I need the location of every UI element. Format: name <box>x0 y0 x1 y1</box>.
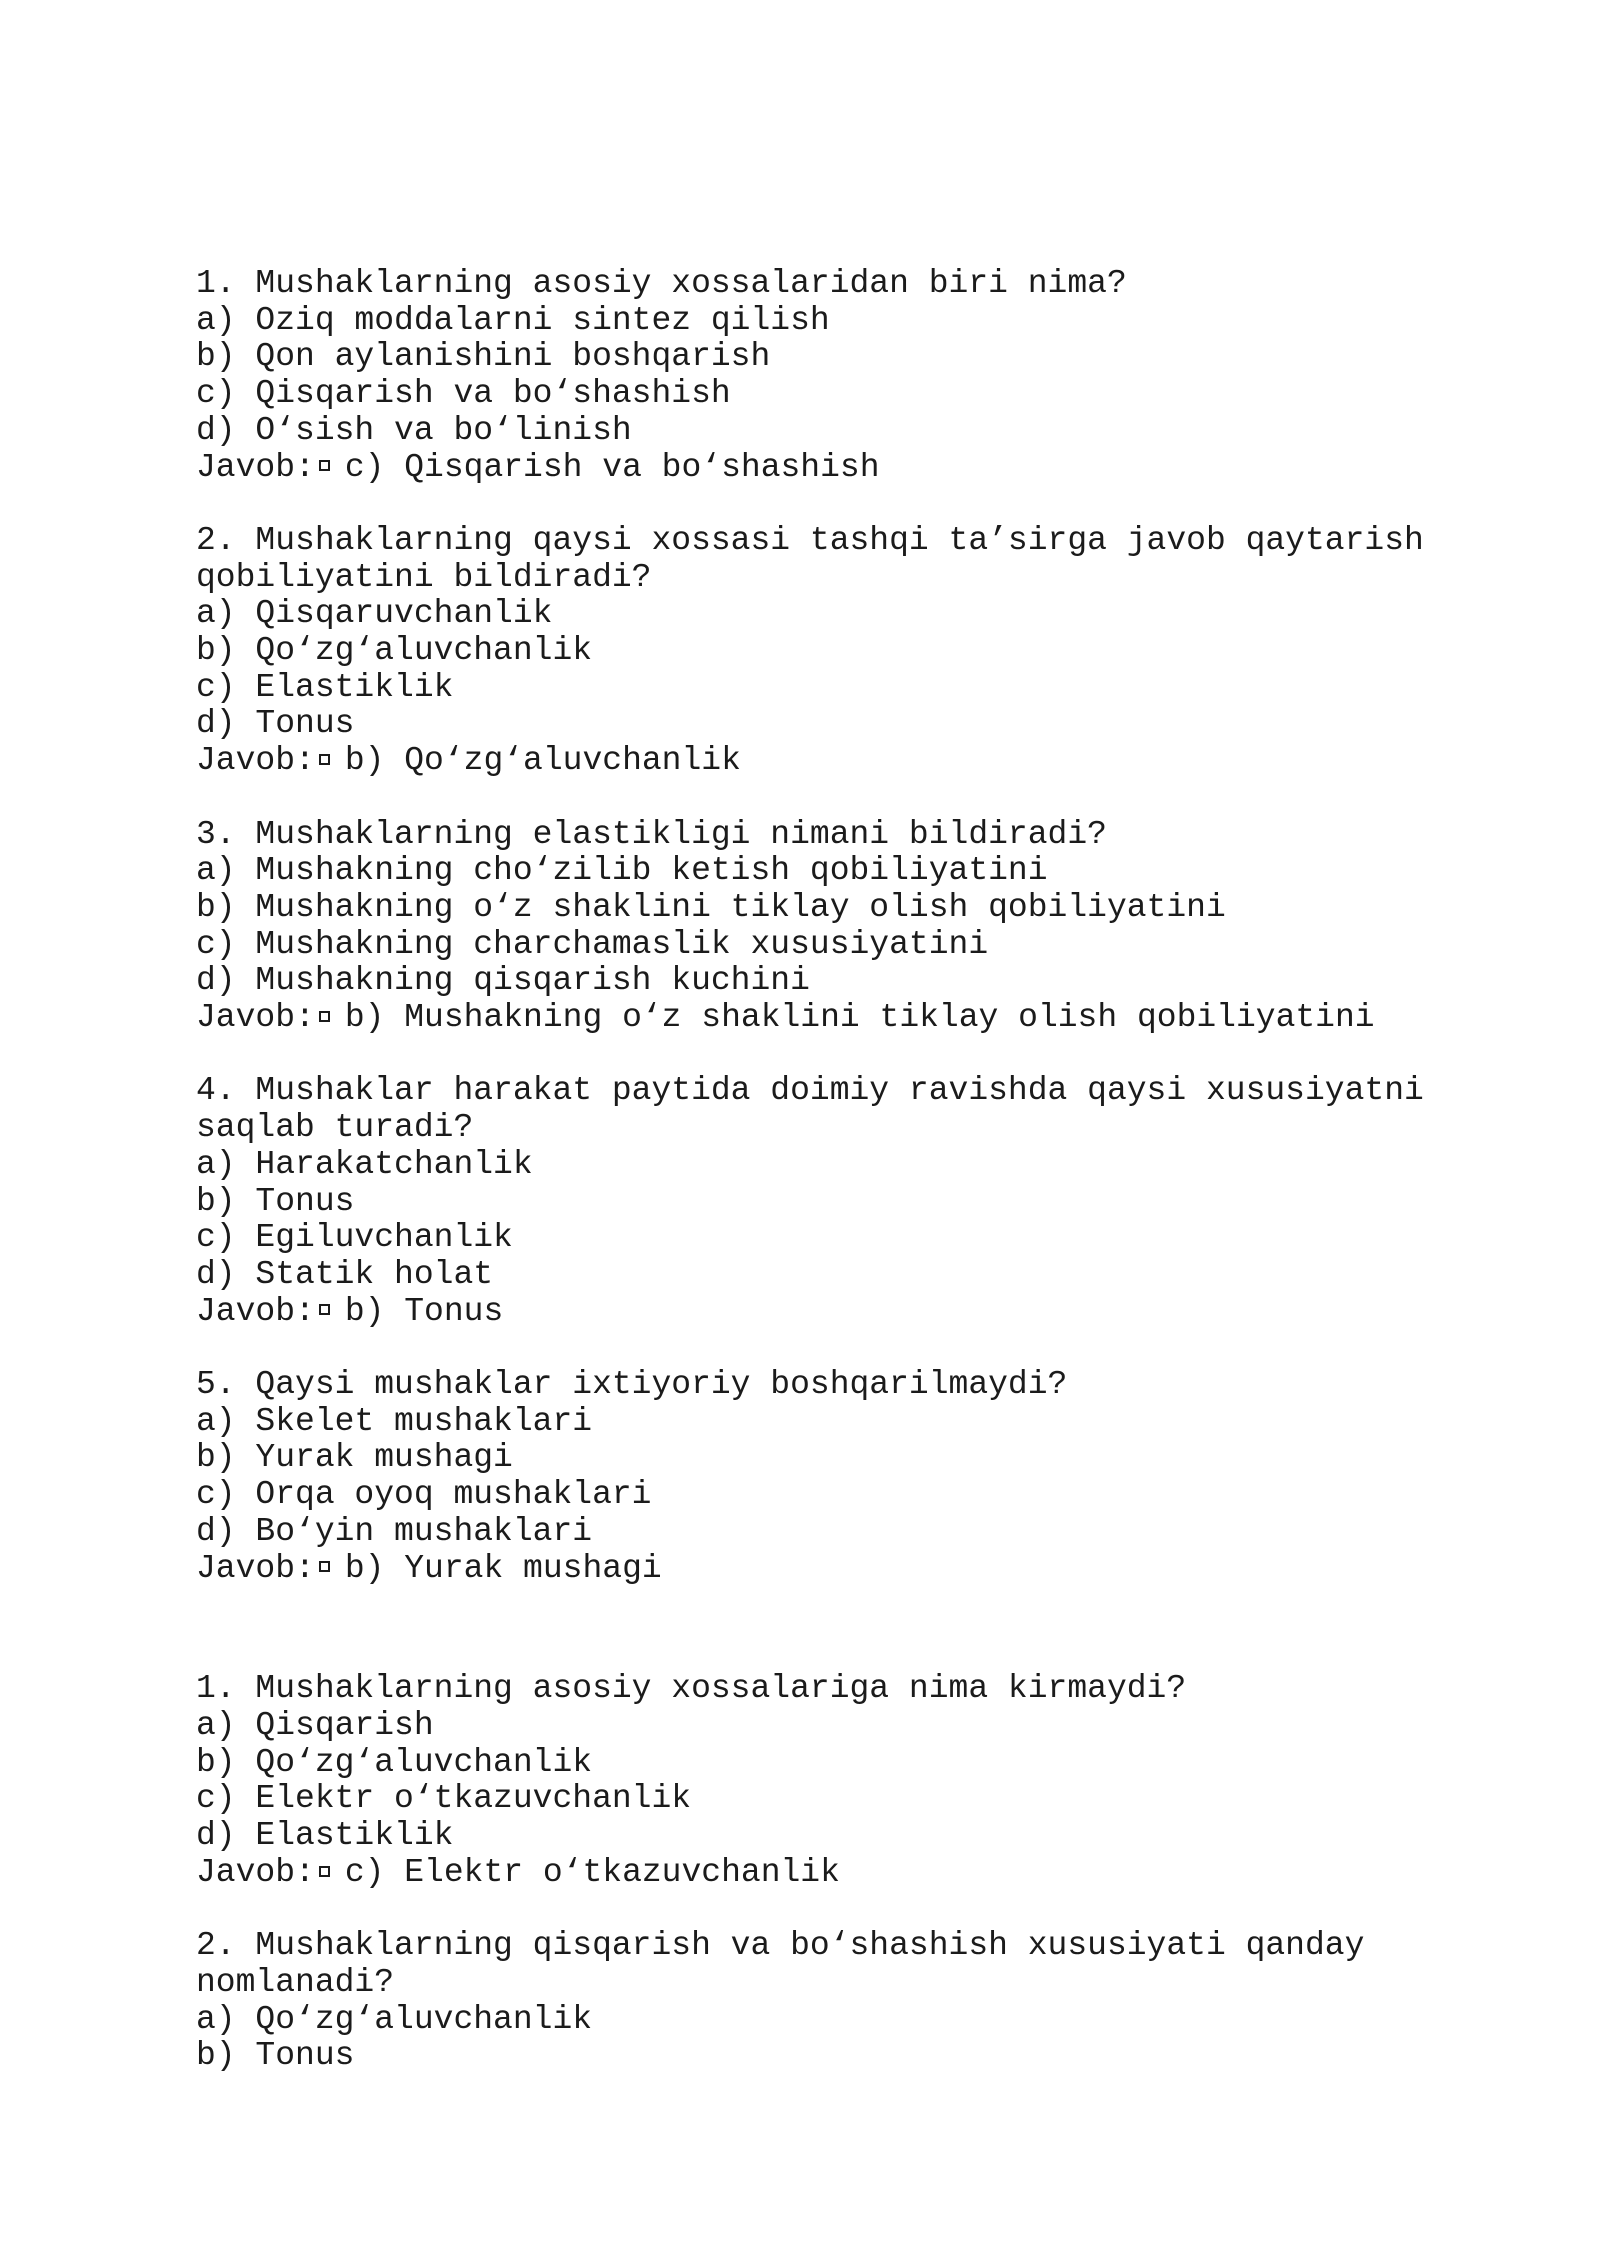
answer-option: b) Qon aylanishini boshqarish <box>196 338 771 376</box>
answer-text: b) Mushakning o‘z shaklini tiklay olish qobiliyatini <box>344 999 1375 1037</box>
answer-text: b) Yurak mushagi <box>344 1549 662 1587</box>
question-text: 2. Mushaklarning qisqarish va bo‘shashish xususiyati qanday nomlanadi? <box>196 1927 1385 2001</box>
answer-label: Javob: <box>196 742 315 780</box>
question-text: 3. Mushaklarning elastikligi nimani bildiradi? <box>196 815 1107 853</box>
document-body <box>196 265 1444 2075</box>
answer-option: a) Mushakning cho‘zilib ketish qobiliyatini <box>196 852 1048 890</box>
question-block <box>196 266 1436 486</box>
question-text: 1. Mushaklarning asosiy xossalariga nima kirmaydi? <box>196 1670 1187 1708</box>
answer-text: b) Tonus <box>344 1292 504 1330</box>
answer-option: c) Qisqarish va bo‘shashish <box>196 375 731 413</box>
checkbox-icon <box>319 754 330 765</box>
checkbox-icon <box>319 1866 330 1877</box>
quiz-section <box>196 1671 1436 2075</box>
quiz-section <box>196 265 1444 1587</box>
answer-option: a) Skelet mushaklari <box>196 1402 593 1440</box>
answer-line <box>196 743 1436 780</box>
answer-option: c) Elastiklik <box>196 668 454 706</box>
answer-line <box>196 1855 1436 1892</box>
question-block <box>196 817 1436 1037</box>
answer-option: c) Mushakning charchamaslik xususiyatini <box>196 925 989 963</box>
checkbox-icon <box>319 1304 330 1315</box>
answer-option: d) Mushakning qisqarish kuchini <box>196 962 810 1000</box>
answer-line <box>196 1551 1436 1588</box>
answer-option: a) Qisqarish <box>196 1706 434 1744</box>
checkbox-icon <box>319 1561 330 1572</box>
answer-option: c) Orqa oyoq mushaklari <box>196 1476 652 1514</box>
answer-option: b) Tonus <box>196 1182 355 1220</box>
answer-label: Javob: <box>196 1292 315 1330</box>
answer-option: a) Harakatchanlik <box>196 1145 533 1183</box>
question-block <box>196 1928 1436 2075</box>
answer-option: c) Egiluvchanlik <box>196 1219 513 1257</box>
answer-option: d) Statik holat <box>196 1255 494 1293</box>
question-block <box>196 1072 1444 1330</box>
answer-option: d) Tonus <box>196 705 355 743</box>
answer-option: b) Qo‘zg‘aluvchanlik <box>196 632 593 670</box>
answer-text: c) Elektr o‘tkazuvchanlik <box>344 1853 840 1891</box>
answer-text: c) Qisqarish va bo‘shashish <box>344 448 880 486</box>
question-text: 5. Qaysi mushaklar ixtiyoriy boshqarilmaydi? <box>196 1366 1068 1404</box>
answer-label: Javob: <box>196 448 315 486</box>
answer-option: b) Yurak mushagi <box>196 1439 513 1477</box>
answer-line <box>196 1294 1436 1331</box>
answer-option: b) Mushakning o‘z shaklini tiklay olish qobiliyatini <box>196 888 1226 926</box>
answer-option: d) Bo‘yin mushaklari <box>196 1512 593 1550</box>
answer-option: d) Elastiklik <box>196 1817 454 1855</box>
answer-option: c) Elektr o‘tkazuvchanlik <box>196 1780 692 1818</box>
question-block <box>196 1367 1436 1587</box>
answer-option: a) Qo‘zg‘aluvchanlik <box>196 2000 593 2038</box>
question-block <box>196 1671 1436 1891</box>
answer-label: Javob: <box>196 1853 315 1891</box>
answer-option: a) Oziq moddalarni sintez qilish <box>196 301 830 339</box>
answer-option: a) Qisqaruvchanlik <box>196 595 553 633</box>
answer-option: d) O‘sish va bo‘linish <box>196 411 632 449</box>
question-text: 2. Mushaklarning qaysi xossasi tashqi ta’sirga javob qaytarish qobiliyatini bildiradi? <box>196 521 1444 596</box>
checkbox-icon <box>319 1011 330 1022</box>
question-block <box>196 521 1444 780</box>
question-text: 4. Mushaklar harakat paytida doimiy ravishda qaysi xususiyatni saqlab turadi? <box>196 1072 1444 1147</box>
answer-option: b) Tonus <box>196 2037 355 2075</box>
answer-line <box>196 1000 1436 1037</box>
question-text: 1. Mushaklarning asosiy xossalaridan biri nima? <box>196 265 1127 302</box>
answer-label: Javob: <box>196 999 315 1037</box>
answer-text: b) Qo‘zg‘aluvchanlik <box>344 742 741 780</box>
answer-option: b) Qo‘zg‘aluvchanlik <box>196 1743 593 1781</box>
answer-label: Javob: <box>196 1549 315 1587</box>
checkbox-icon <box>319 460 330 471</box>
answer-line <box>196 450 1436 487</box>
